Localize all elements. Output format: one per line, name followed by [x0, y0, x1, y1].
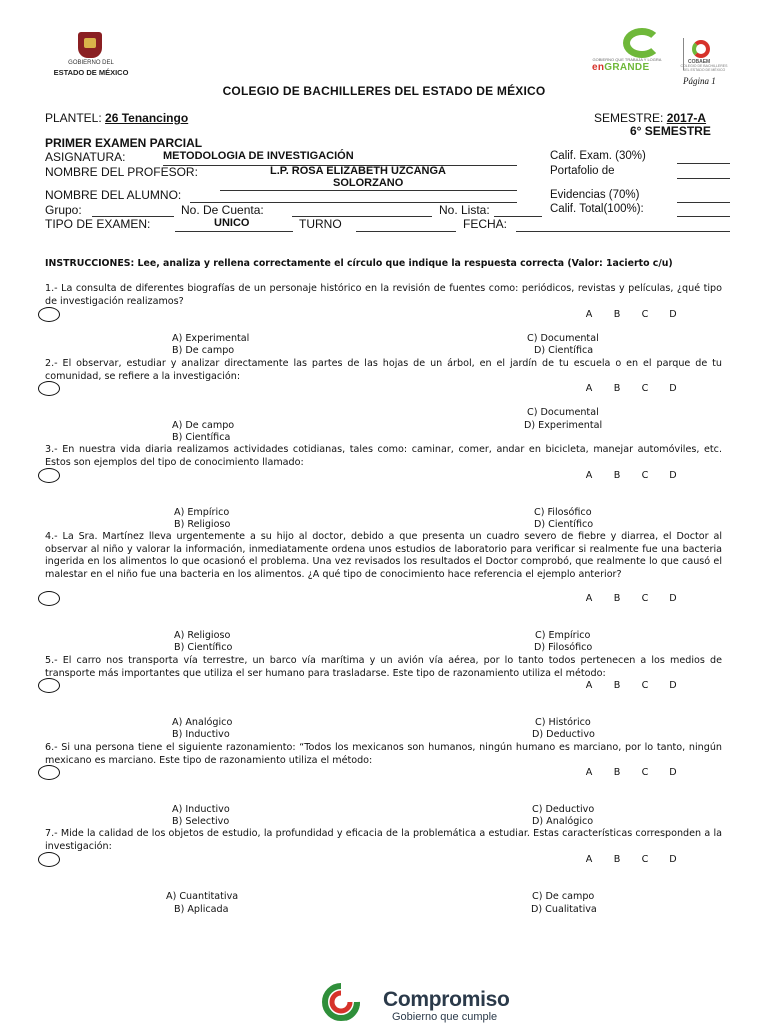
- option-2a: A) De campo: [172, 420, 235, 431]
- option-7a: A) Cuantitativa: [166, 891, 239, 902]
- evidencias-field[interactable]: [677, 202, 730, 203]
- question-5: 5.- El carro nos transporta vía terrestre, un barco vía marítima y un avión vía aérea, por lo tanto todos pertenecen a los medios de transporte más importantes que utiliza el ser humano para trasladarse. Este tipo de razonamiento utiliza el método:: [45, 655, 722, 679]
- option-3b: B) Religioso: [174, 519, 231, 530]
- semestre-label: SEMESTRE:: [594, 111, 664, 125]
- answer-letters-7: A B C D: [585, 854, 677, 865]
- option-2b: B) Científica: [172, 432, 231, 443]
- answer-letters-1: A B C D: [585, 309, 677, 320]
- semestre-number: 6° SEMESTRE: [630, 124, 711, 138]
- turno-field[interactable]: [356, 231, 456, 232]
- option-1a: A) Experimental: [172, 333, 250, 344]
- engrande-subtitle: GOBIERNO QUE TRABAJA Y LOGRA: [592, 57, 662, 62]
- option-7b: B) Aplicada: [174, 904, 229, 915]
- question-6: 6.- Si una persona tiene el siguiente razonamiento: “Todos los mexicanos son humanos, ningún humano es marciano, por lo tanto, ningún mexicano es marciano. Este tipo de razonamiento utiliza el método:: [45, 742, 722, 766]
- plantel-label: PLANTEL:: [45, 111, 102, 125]
- option-4a: A) Religioso: [174, 630, 231, 641]
- option-1d: D) Científica: [534, 345, 594, 356]
- cobaem-name: COBAEM: [688, 59, 711, 65]
- option-7c: C) De campo: [532, 891, 595, 902]
- cuenta-label: No. De Cuenta:: [181, 203, 264, 217]
- semestre-row: [594, 111, 706, 125]
- option-1b: B) De campo: [172, 345, 235, 356]
- gov-line1: GOBIERNO DEL: [68, 60, 114, 66]
- answer-circle-5[interactable]: [38, 678, 60, 693]
- asignatura-value: METODOLOGIA DE INVESTIGACIÓN: [163, 150, 354, 162]
- tipo-line: [175, 231, 293, 232]
- option-6a: A) Inductivo: [172, 804, 230, 815]
- portafolio-label: Portafolio de: [550, 165, 615, 177]
- estado-mexico-seal: [78, 32, 102, 58]
- answer-letters-5: A B C D: [585, 680, 677, 691]
- option-2d: D) Experimental: [524, 420, 603, 431]
- profesor-value-1: L.P. ROSA ELIZABETH UZCANGA: [270, 165, 447, 177]
- option-2c: C) Documental: [527, 407, 599, 418]
- answer-circle-1[interactable]: [38, 307, 60, 322]
- answer-circle-6[interactable]: [38, 765, 60, 780]
- page-number: Página 1: [683, 76, 716, 86]
- calif-total-field[interactable]: [677, 216, 730, 217]
- question-3: 3.- En nuestra vida diaria realizamos actividades cotidianas, tales como: caminar, comer, andar en bicicleta, manejar automóviles, etc. Estos son ejemplos del tipo de conocimiento llamado:: [45, 444, 722, 468]
- profesor-line: [220, 190, 517, 191]
- option-3d: D) Científico: [534, 519, 594, 530]
- plantel-row: [45, 111, 188, 125]
- option-7d: D) Cualitativa: [531, 904, 597, 915]
- option-6b: B) Selectivo: [172, 816, 230, 827]
- option-6c: C) Deductivo: [532, 804, 595, 815]
- compromiso-logo-icon: [318, 982, 364, 1022]
- calif-total-label: Calif. Total(100%):: [550, 203, 644, 215]
- instructions: INSTRUCCIONES: Lee, analiza y rellena correctamente el círculo que indique la respuesta correcta (Valor: 1acierto c/u): [45, 258, 673, 269]
- engrande-wordmark: [592, 62, 649, 73]
- engrande-grande: GRANDE: [604, 62, 650, 73]
- option-5d: D) Deductivo: [532, 729, 595, 740]
- question-7: 7.- Mide la calidad de los objetos de estudio, la profundidad y eficacia de la problemática a estudiar. Estas características corresponden a la investigación:: [45, 828, 722, 852]
- alumno-label: NOMBRE DEL ALUMNO:: [45, 188, 182, 202]
- portafolio-field[interactable]: [677, 178, 730, 179]
- option-6d: D) Analógico: [532, 816, 594, 827]
- engrande-en: en: [592, 62, 605, 73]
- evidencias-label: Evidencias (70%): [550, 189, 640, 201]
- footer-brand: Compromiso: [383, 988, 510, 1011]
- profesor-label: NOMBRE DEL PROFESOR:: [45, 165, 198, 179]
- plantel-value: 26 Tenancingo: [105, 111, 189, 125]
- answer-circle-3[interactable]: [38, 468, 60, 483]
- cobaem-subtitle: COLEGIO DE BACHILLERES DEL ESTADO DE MÉXICO: [680, 64, 728, 72]
- option-4c: C) Empírico: [535, 630, 591, 641]
- option-4b: B) Científico: [174, 642, 233, 653]
- option-3c: C) Filosófico: [534, 507, 592, 518]
- fecha-label: FECHA:: [463, 217, 508, 231]
- answer-letters-4: A B C D: [585, 593, 677, 604]
- grupo-label: Grupo:: [45, 203, 82, 217]
- turno-label: TURNO: [299, 217, 342, 231]
- option-1c: C) Documental: [527, 333, 599, 344]
- answer-letters-3: A B C D: [585, 470, 677, 481]
- question-2: 2.- El observar, estudiar y analizar directamente las partes de las hojas de un árbol, en el jardín de tu escuela o en el parque de tu comunidad, se refiere a la investigación:: [45, 358, 722, 382]
- fecha-field[interactable]: [516, 231, 730, 232]
- answer-letters-6: A B C D: [585, 767, 677, 778]
- option-5a: A) Analógico: [172, 717, 233, 728]
- question-4: 4.- La Sra. Martínez lleva urgentemente a su hijo al doctor, debido a que presenta un cuadro severo de fiebre y diarrea, el Doctor al observar al niño y valorar la información, inmediatamente ordena unos estudios de laboratorio para verificar si realmente fue una bacteria ingerida en los alimentos lo que ocasionó el problema. Una vez revisados los resultados el Doctor comprobó, que realmente lo que causó el malestar en el niño fue una bacteria en los alimentos. ¿A qué tipo de conocimiento hace referencia el ejemplo anterior?: [45, 531, 722, 580]
- answer-circle-2[interactable]: [38, 381, 60, 396]
- option-5c: C) Histórico: [535, 717, 591, 728]
- calif-exam-label: Calif. Exam. (30%): [550, 150, 646, 162]
- document-title: COLEGIO DE BACHILLERES DEL ESTADO DE MÉXICO: [222, 84, 546, 98]
- option-3a: A) Empírico: [174, 507, 230, 518]
- cobaem-logo-icon: [692, 40, 710, 58]
- question-1: 1.- La consulta de diferentes biografías de un personaje histórico en la revisión de fuentes como: periódicos, revistas y películas, ¿qué tipo de investigación realizamos?: [45, 283, 722, 307]
- footer-tagline: Gobierno que cumple: [392, 1011, 498, 1023]
- option-5b: B) Inductivo: [172, 729, 230, 740]
- answer-circle-7[interactable]: [38, 852, 60, 867]
- semestre-value: 2017-A: [666, 111, 707, 125]
- asignatura-label: ASIGNATURA:: [45, 150, 126, 164]
- lista-label: No. Lista:: [439, 203, 490, 217]
- gov-line2: ESTADO DE MÉXICO: [53, 68, 129, 77]
- engrande-logo-icon: [623, 28, 661, 58]
- answer-letters-2: A B C D: [585, 383, 677, 394]
- calif-exam-field[interactable]: [677, 163, 730, 164]
- answer-circle-4[interactable]: [38, 591, 60, 606]
- exam-name: PRIMER EXAMEN PARCIAL: [45, 136, 203, 150]
- tipo-value: UNICO: [214, 217, 250, 229]
- option-4d: D) Filosófico: [534, 642, 593, 653]
- profesor-value-2: SOLORZANO: [333, 177, 404, 189]
- tipo-label: TIPO DE EXAMEN:: [45, 217, 151, 231]
